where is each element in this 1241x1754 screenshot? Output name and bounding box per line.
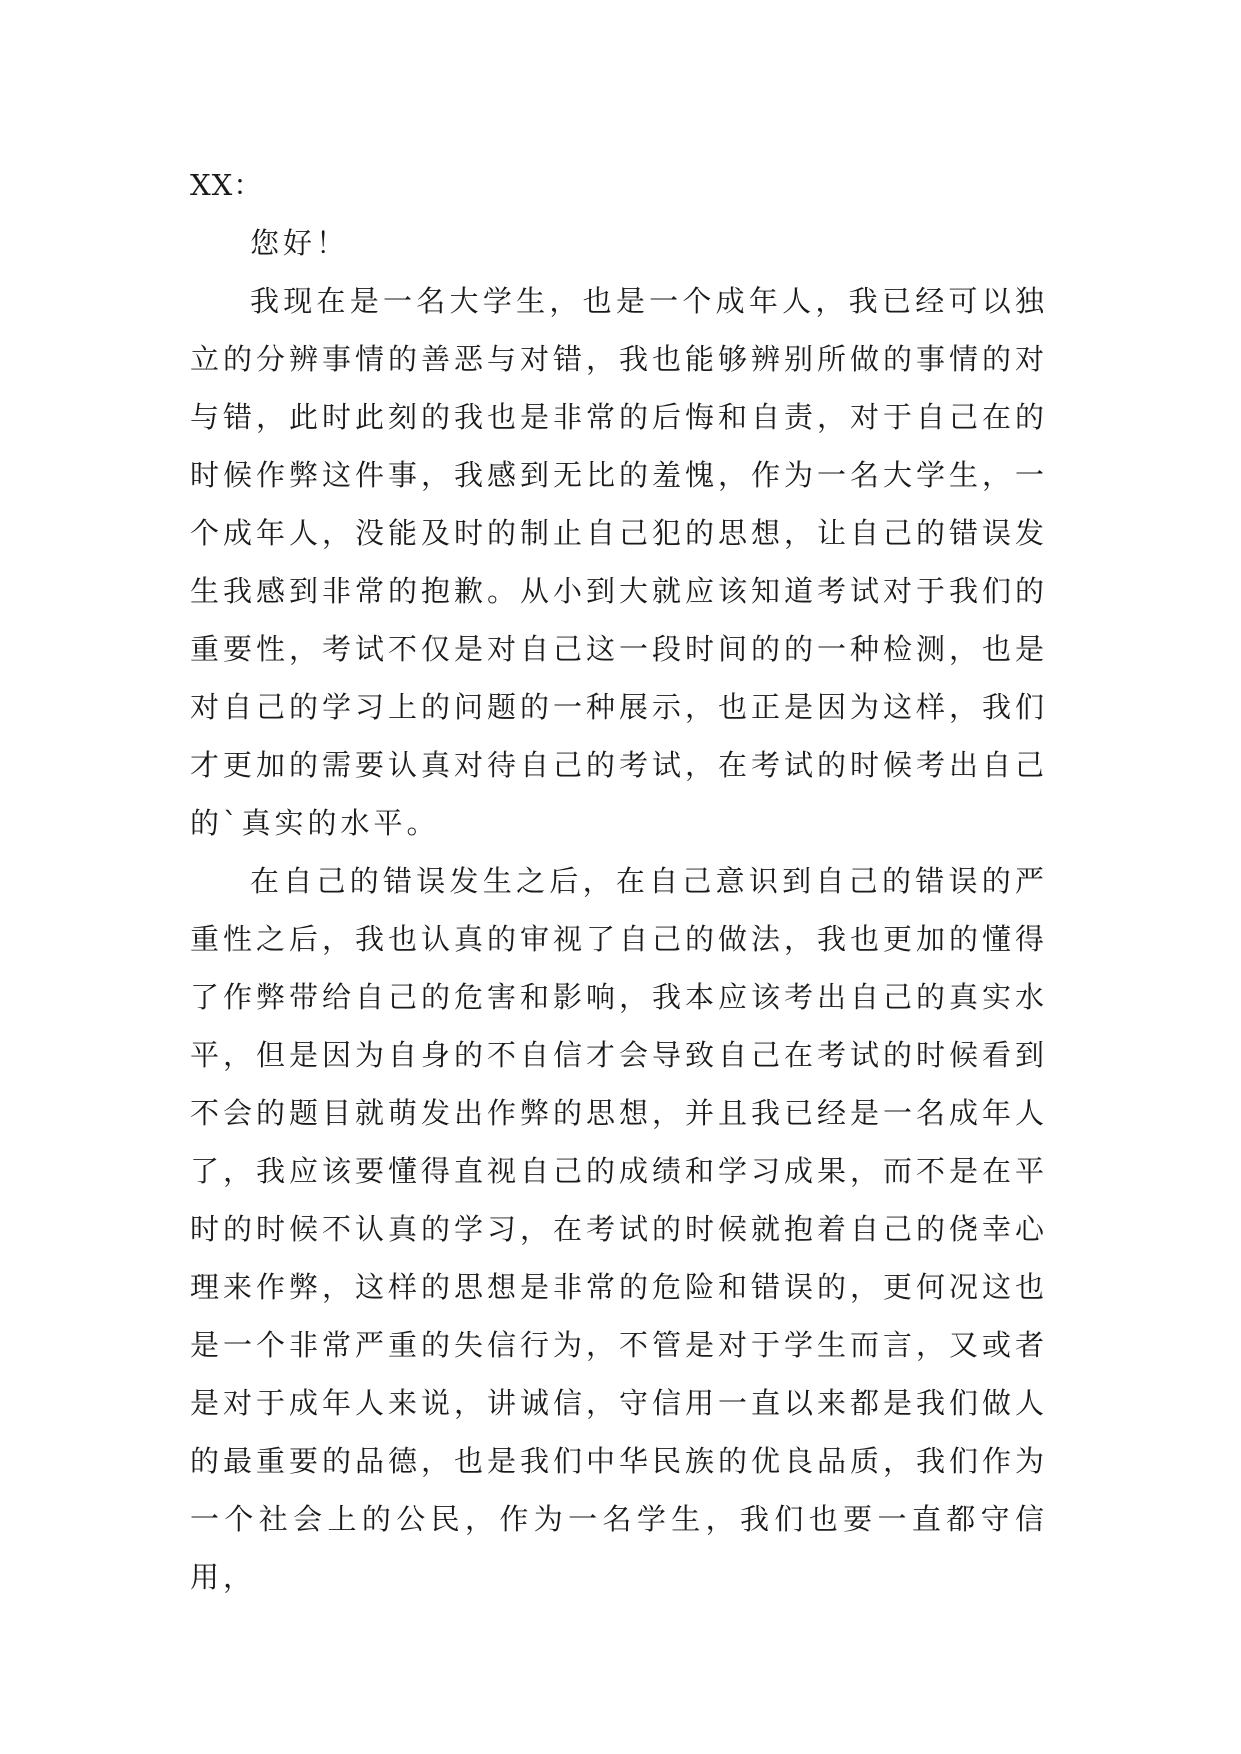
letter-body bbox=[190, 156, 1048, 1606]
letter-salutation: XX： bbox=[190, 168, 264, 202]
letter-greeting: 您好！ bbox=[250, 226, 350, 260]
paragraph-1: 我现在是一名大学生，也是一个成年人，我已经可以独立的分辨事情的善恶与对错，我也能够辨别所做的事情的对与错，此时此刻的我也是非常的后悔和自责，对于自己在的时候作弊这件事，我感到无比的羞愧，作为一名大学生，一个成年人，没能及时的制止自己犯的思想，让自己的错误发生我感到非常的抱歉。从小到大就应该知道考试对于我们的重要性，考试不仅是对自己这一段时间的的一种检测，也是对自己的学习上的问题的一种展示，也正是因为这样，我们才更加的需要认真对待自己的考试，在考试的时候考出自己的`真实的水平。 bbox=[190, 284, 1049, 840]
paragraph-2: 在自己的错误发生之后，在自己意识到自己的错误的严重性之后，我也认真的审视了自己的做法，我也更加的懂得了作弊带给自己的危害和影响，我本应该考出自己的真实水平，但是因为自身的不自信才会导致自己在考试的时候看到不会的题目就萌发出作弊的思想，并且我已经是一名成年人了，我应该要懂得直视自己的成绩和学习成果，而不是在平时的时候不认真的学习，在考试的时候就抱着自己的侥幸心理来作弊，这样的思想是非常的危险和错误的，更何况这也是一个非常严重的失信行为，不管是对于学生而言，又或者是对于成年人来说，讲诚信，守信用一直以来都是我们做人的最重要的品德，也是我们中华民族的优良品质，我们作为一个社会上的公民，作为一名学生，我们也要一直都守信用， bbox=[190, 864, 1049, 1594]
